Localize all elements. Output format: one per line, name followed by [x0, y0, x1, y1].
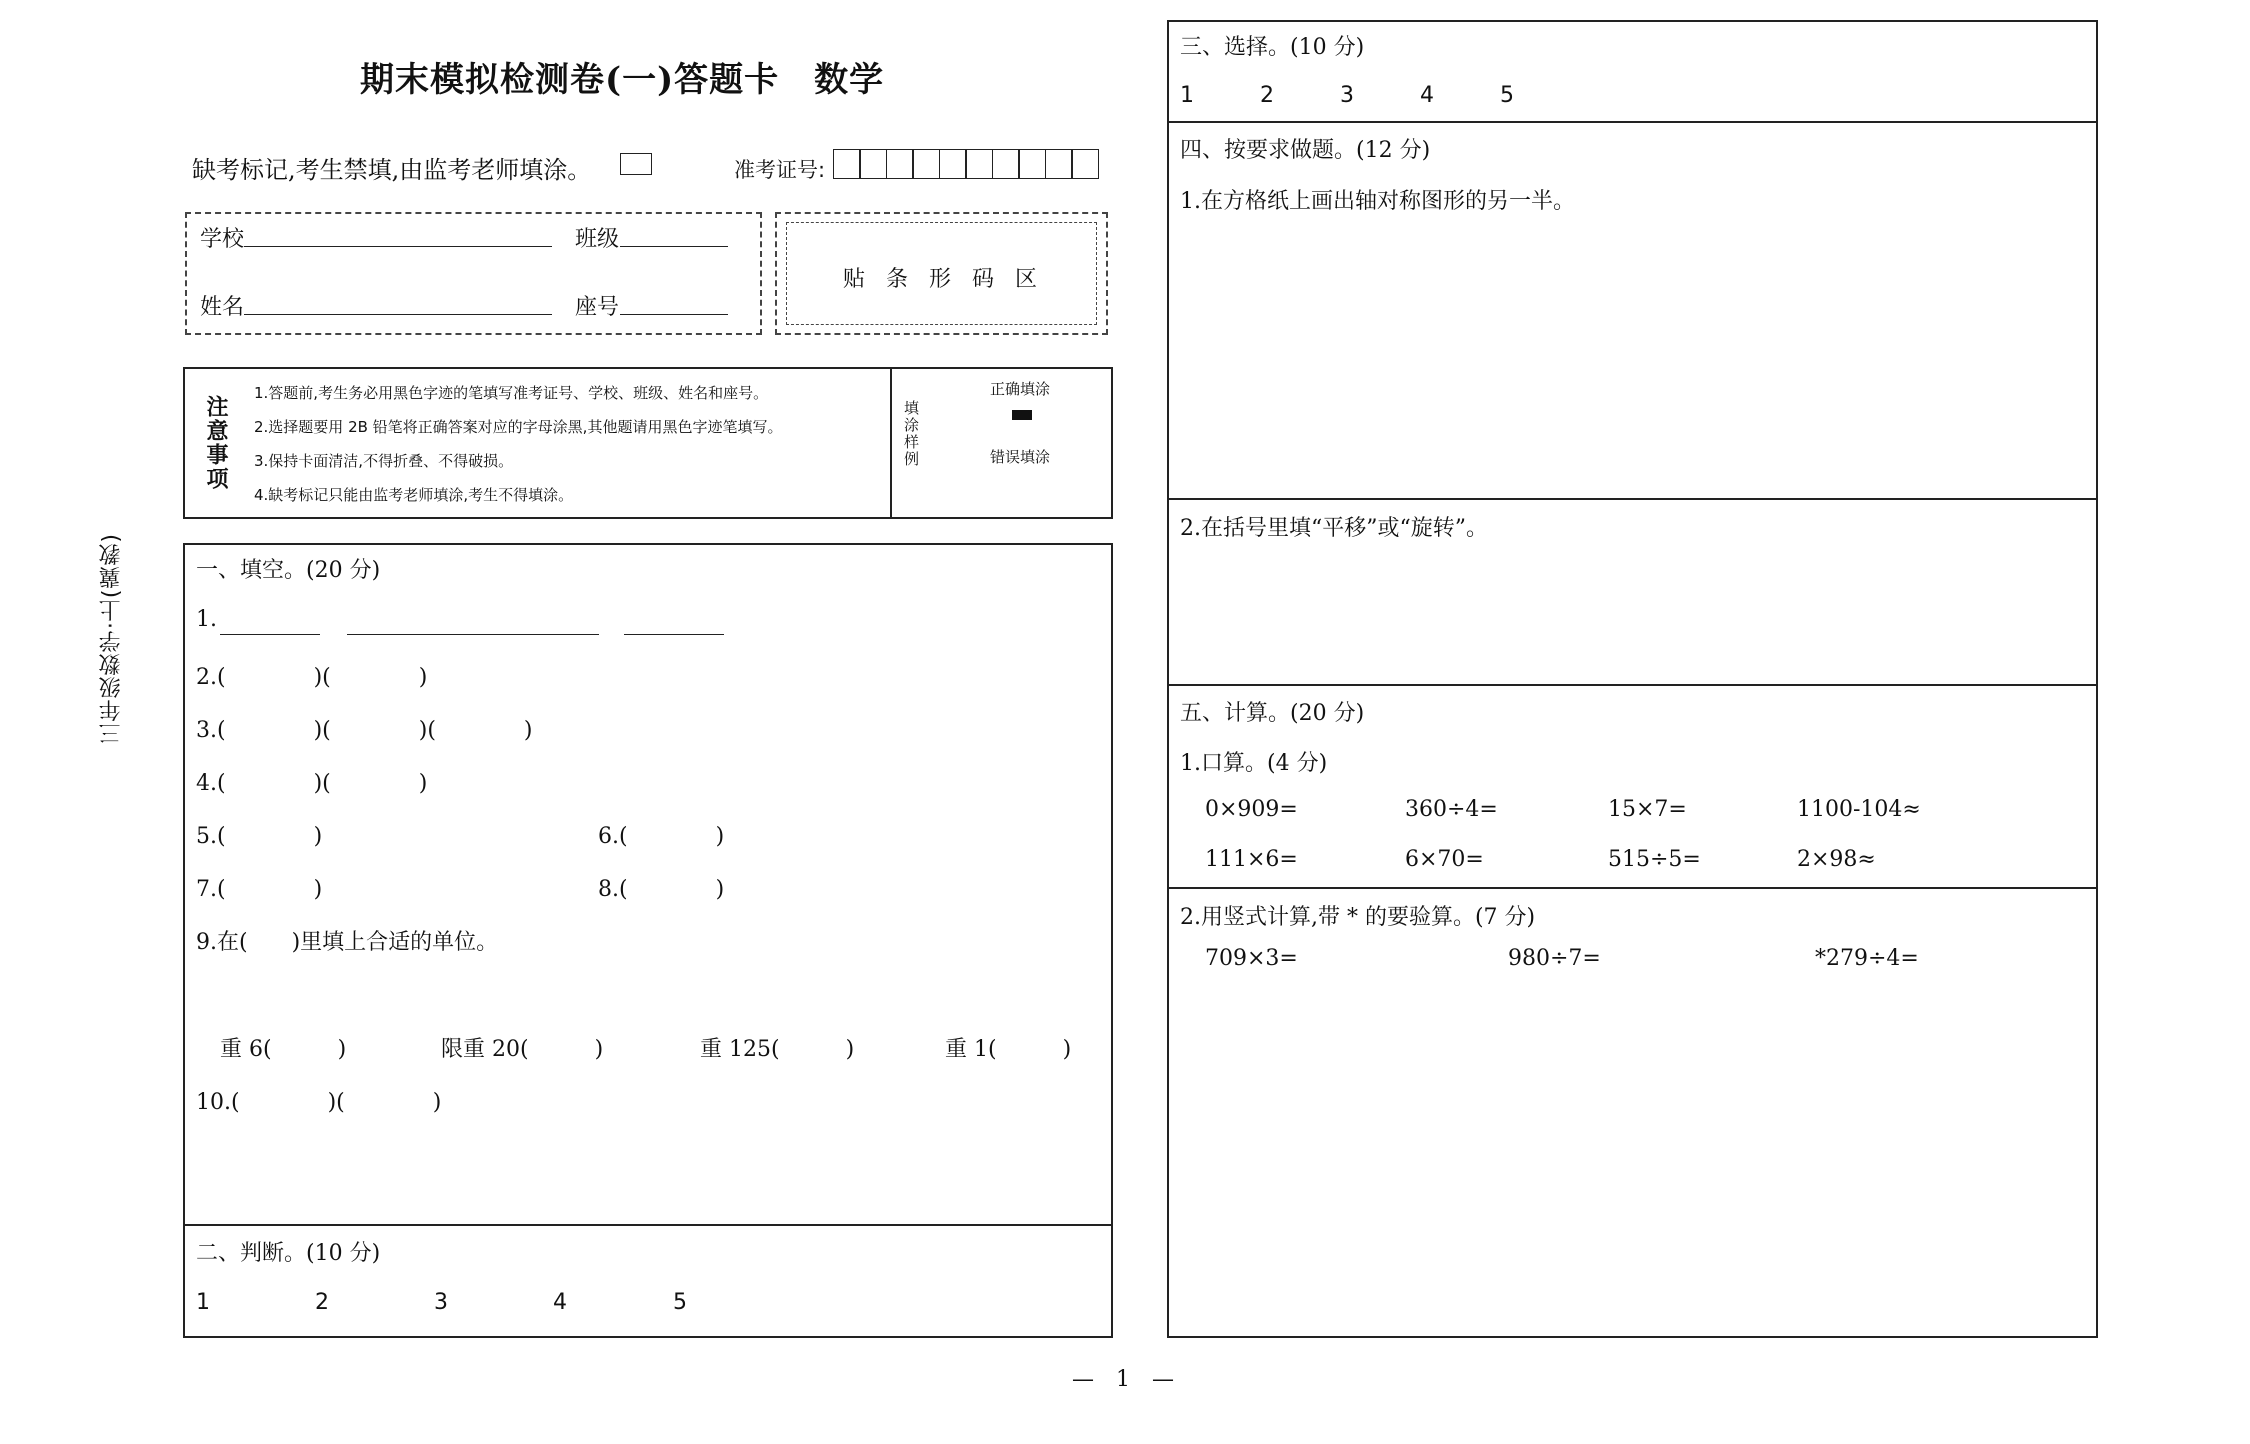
oral-item[interactable]: 0×909=	[1205, 797, 1298, 822]
oral-item[interactable]: 515÷5=	[1608, 847, 1701, 872]
oral-item[interactable]: 360÷4=	[1405, 797, 1498, 822]
oral-item[interactable]: 1100-104≈	[1797, 797, 1921, 822]
judge-number[interactable]: 1	[196, 1290, 210, 1315]
section5-q1: 1.口算。(4 分)	[1180, 751, 1328, 776]
q5[interactable]: 5.( )	[196, 824, 323, 849]
q9-item[interactable]: 重 1( )	[945, 1037, 1072, 1062]
note-item: 4.缺考标记只能由监考老师填涂,考生不得填涂。	[254, 486, 574, 504]
judge-number[interactable]: 3	[434, 1290, 448, 1315]
judge-number[interactable]: 2	[315, 1290, 329, 1315]
q1-blank-2[interactable]	[347, 634, 599, 635]
q3[interactable]: 3.( )( )( )	[196, 718, 533, 743]
school-label: 学校	[200, 227, 245, 252]
section4-title: 四、按要求做题。(12 分)	[1180, 138, 1431, 163]
choice-number[interactable]: 4	[1420, 83, 1434, 108]
q9: 9.在( )里填上合适的单位。	[196, 930, 499, 955]
choice-number[interactable]: 2	[1260, 83, 1274, 108]
wrong-fill-label: 错误填涂	[990, 448, 1051, 466]
q2[interactable]: 2.( )( )	[196, 665, 428, 690]
note-item: 2.选择题要用 2B 铅笔将正确答案对应的字母涂黑,其他题请用黑色字迹笔填写。	[254, 418, 783, 436]
seat-field[interactable]	[620, 314, 728, 315]
correct-fill-label: 正确填涂	[990, 380, 1051, 398]
judge-number[interactable]: 5	[673, 1290, 687, 1315]
section4-q1: 1.在方格纸上画出轴对称图形的另一半。	[1180, 189, 1575, 214]
section5-title: 五、计算。(20 分)	[1180, 701, 1365, 726]
note-item: 3.保持卡面清洁,不得折叠、不得破损。	[254, 452, 514, 470]
exam-id-boxes[interactable]	[834, 149, 1099, 179]
class-label: 班级	[575, 227, 620, 252]
q10[interactable]: 10.( )( )	[196, 1090, 442, 1115]
class-field[interactable]	[620, 246, 728, 247]
q9-item[interactable]: 限重 20( )	[441, 1037, 604, 1062]
section2-title: 二、判断。(10 分)	[196, 1241, 381, 1266]
student-info-box	[185, 212, 762, 335]
oral-item[interactable]: 111×6=	[1205, 847, 1298, 872]
q8[interactable]: 8.( )	[598, 877, 725, 902]
section5-q2: 2.用竖式计算,带 * 的要验算。(7 分)	[1180, 905, 1536, 930]
vertical-calc-item[interactable]: 980÷7=	[1508, 946, 1601, 971]
name-field[interactable]	[244, 314, 552, 315]
q2-answer-area[interactable]	[1180, 545, 2085, 675]
q6[interactable]: 6.( )	[598, 824, 725, 849]
section4-q2: 2.在括号里填“平移”或“旋转”。	[1180, 516, 1488, 541]
oral-item[interactable]: 6×70=	[1405, 847, 1484, 872]
vertical-calc-area[interactable]	[1180, 985, 2085, 1325]
page-title: 期末模拟检测卷(一)答题卡 数学	[360, 60, 885, 100]
correct-fill-mark	[1012, 410, 1032, 420]
choice-number[interactable]: 1	[1180, 83, 1194, 108]
oral-item[interactable]: 2×98≈	[1797, 847, 1876, 872]
exam-id-label: 准考证号:	[734, 158, 826, 182]
note-item: 1.答题前,考生务必用黑色字迹的笔填写准考证号、学校、班级、姓名和座号。	[254, 384, 769, 402]
side-label: 三年级数学·上(冀教)	[99, 533, 124, 745]
q9-item[interactable]: 重 125( )	[700, 1037, 855, 1062]
choice-number[interactable]: 3	[1340, 83, 1354, 108]
q4[interactable]: 4.( )( )	[196, 771, 428, 796]
page-number: — 1 —	[1072, 1367, 1174, 1392]
seat-label: 座号	[575, 295, 620, 320]
judge-number[interactable]: 4	[553, 1290, 567, 1315]
oral-item[interactable]: 15×7=	[1608, 797, 1687, 822]
absent-checkbox[interactable]	[620, 153, 652, 175]
vertical-calc-item[interactable]: 709×3=	[1205, 946, 1298, 971]
notes-label: 注意事项	[203, 395, 228, 491]
section3-title: 三、选择。(10 分)	[1180, 35, 1365, 60]
q7[interactable]: 7.( )	[196, 877, 323, 902]
section1-title: 一、填空。(20 分)	[196, 558, 381, 583]
q1-blank-1[interactable]	[220, 634, 320, 635]
q9-item[interactable]: 重 6( )	[220, 1037, 347, 1062]
vertical-calc-item[interactable]: *279÷4=	[1815, 946, 1919, 971]
name-label: 姓名	[200, 295, 245, 320]
barcode-label: 贴 条 形 码 区	[843, 267, 1037, 292]
q1-blank-3[interactable]	[624, 634, 724, 635]
school-field[interactable]	[244, 246, 552, 247]
choice-number[interactable]: 5	[1500, 83, 1514, 108]
sample-label: 填涂样例	[902, 400, 920, 468]
q1-label: 1.	[196, 607, 217, 632]
absent-note: 缺考标记,考生禁填,由监考老师填涂。	[192, 156, 592, 184]
q1-drawing-area[interactable]	[1180, 220, 2085, 490]
